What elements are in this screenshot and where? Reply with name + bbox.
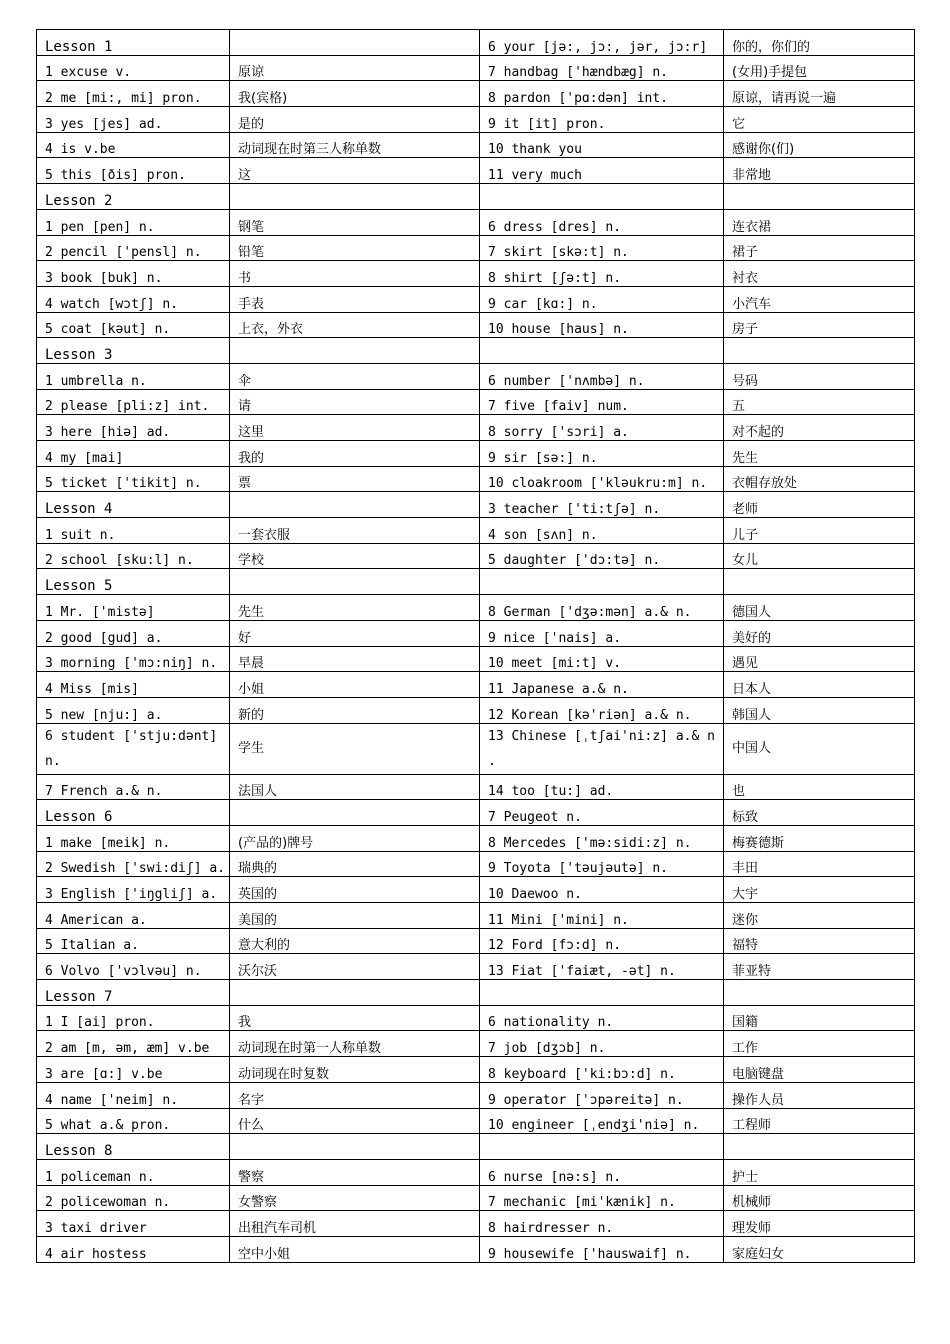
chinese-meaning <box>230 30 480 56</box>
vocab-row <box>37 132 915 158</box>
chinese-meaning: 遇见 <box>724 646 915 672</box>
english-entry: 6 nurse [nə:s] n. <box>480 1159 724 1185</box>
chinese-meaning: 我(宾格) <box>230 81 480 107</box>
chinese-meaning: 美好的 <box>724 620 915 646</box>
chinese-meaning: 动词现在时复数 <box>230 1057 480 1083</box>
chinese-meaning: 老师 <box>724 492 915 518</box>
english-entry: 5 new [nju:] a. <box>37 697 230 723</box>
chinese-meaning: 学生 <box>230 723 480 774</box>
vocab-row <box>37 286 915 312</box>
vocab-row <box>37 1211 915 1237</box>
english-entry: 2 please [pli:z] int. <box>37 389 230 415</box>
english-entry: 8 pardon ['pɑ:dən] int. <box>480 81 724 107</box>
english-entry: 5 coat [kəut] n. <box>37 312 230 338</box>
chinese-meaning: 法国人 <box>230 774 480 800</box>
chinese-meaning: 学校 <box>230 543 480 569</box>
chinese-meaning <box>724 184 915 210</box>
chinese-meaning: 上衣，外衣 <box>230 312 480 338</box>
vocab-row <box>37 928 915 954</box>
chinese-meaning: 先生 <box>230 595 480 621</box>
vocab-row <box>37 55 915 81</box>
vocab-row <box>37 697 915 723</box>
chinese-meaning: 瑞典的 <box>230 851 480 877</box>
chinese-meaning <box>230 980 480 1006</box>
chinese-meaning: 一套衣服 <box>230 518 480 544</box>
chinese-meaning <box>230 800 480 826</box>
english-entry: 7 handbag ['hændbæg] n. <box>480 55 724 81</box>
chinese-meaning <box>724 1134 915 1160</box>
vocab-row <box>37 158 915 184</box>
english-entry <box>480 980 724 1006</box>
english-entry: 2 me [mi:, mi] pron. <box>37 81 230 107</box>
chinese-meaning: 原谅 <box>230 55 480 81</box>
vocab-row <box>37 646 915 672</box>
chinese-meaning <box>724 338 915 364</box>
chinese-meaning: 裙子 <box>724 235 915 261</box>
english-entry: 6 student ['stju:dənt] n. <box>37 723 230 774</box>
chinese-meaning: 护士 <box>724 1159 915 1185</box>
chinese-meaning: 号码 <box>724 363 915 389</box>
english-entry: 12 Korean [kə'riən] a.& n. <box>480 697 724 723</box>
english-entry: 4 is v.be <box>37 132 230 158</box>
vocab-row <box>37 723 915 774</box>
english-entry <box>480 1134 724 1160</box>
english-entry: 8 Mercedes ['mə:sidi:z] n. <box>480 825 724 851</box>
chinese-meaning: 儿子 <box>724 518 915 544</box>
chinese-meaning: 铅笔 <box>230 235 480 261</box>
english-entry: 8 German ['dʒə:mən] a.& n. <box>480 595 724 621</box>
vocab-row <box>37 261 915 287</box>
vocab-row <box>37 363 915 389</box>
vocab-row <box>37 312 915 338</box>
english-entry: 8 hairdresser n. <box>480 1211 724 1237</box>
english-entry: 1 umbrella n. <box>37 363 230 389</box>
chinese-meaning: 好 <box>230 620 480 646</box>
vocab-row <box>37 107 915 133</box>
english-entry: 3 English ['iŋgliʃ] a. <box>37 877 230 903</box>
vocab-row <box>37 774 915 800</box>
chinese-meaning: 非常地 <box>724 158 915 184</box>
english-entry: 2 pencil ['pensl] n. <box>37 235 230 261</box>
english-entry: 8 keyboard ['ki:bɔ:d] n. <box>480 1057 724 1083</box>
chinese-meaning: 动词现在时第一人称单数 <box>230 1031 480 1057</box>
chinese-meaning: 什么 <box>230 1108 480 1134</box>
chinese-meaning: 大宇 <box>724 877 915 903</box>
vocab-row <box>37 903 915 929</box>
chinese-meaning: 工程师 <box>724 1108 915 1134</box>
english-entry: 3 teacher ['ti:tʃə] n. <box>480 492 724 518</box>
english-entry: 7 skirt [skə:t] n. <box>480 235 724 261</box>
chinese-meaning: 女警察 <box>230 1185 480 1211</box>
vocab-row <box>37 466 915 492</box>
chinese-meaning: 女儿 <box>724 543 915 569</box>
chinese-meaning: (产品的)牌号 <box>230 825 480 851</box>
english-entry: 8 shirt [ʃə:t] n. <box>480 261 724 287</box>
vocab-row <box>37 1005 915 1031</box>
english-entry: 10 meet [mi:t] v. <box>480 646 724 672</box>
vocab-row <box>37 415 915 441</box>
vocab-row <box>37 543 915 569</box>
english-entry: 13 Fiat ['faiæt, -ət] n. <box>480 954 724 980</box>
chinese-meaning: 意大利的 <box>230 928 480 954</box>
chinese-meaning: 警察 <box>230 1159 480 1185</box>
vocabulary-table-body <box>37 30 915 1263</box>
english-entry: 4 my [mai] <box>37 441 230 467</box>
lesson-header-row <box>37 492 915 518</box>
chinese-meaning: 出租汽车司机 <box>230 1211 480 1237</box>
english-entry: 14 too [tu:] ad. <box>480 774 724 800</box>
vocab-row <box>37 209 915 235</box>
vocab-row <box>37 1082 915 1108</box>
english-entry: 4 Miss [mis] <box>37 672 230 698</box>
chinese-meaning: 票 <box>230 466 480 492</box>
vocabulary-table <box>36 29 915 1263</box>
english-entry: 2 school [sku:l] n. <box>37 543 230 569</box>
english-entry: 2 policewoman n. <box>37 1185 230 1211</box>
chinese-meaning: 迷你 <box>724 903 915 929</box>
lesson-header-row <box>37 569 915 595</box>
lesson-header-row <box>37 184 915 210</box>
english-entry: 4 air hostess <box>37 1236 230 1262</box>
vocab-row <box>37 441 915 467</box>
chinese-meaning: 衣帽存放处 <box>724 466 915 492</box>
vocab-row <box>37 1185 915 1211</box>
english-entry: 13 Chinese [ˌtʃai'ni:z] a.& n . <box>480 723 724 774</box>
english-entry: 3 here [hiə] ad. <box>37 415 230 441</box>
chinese-meaning: 感谢你(们) <box>724 132 915 158</box>
chinese-meaning: 工作 <box>724 1031 915 1057</box>
chinese-meaning: 国籍 <box>724 1005 915 1031</box>
chinese-meaning: 请 <box>230 389 480 415</box>
chinese-meaning: 房子 <box>724 312 915 338</box>
english-entry: 6 Volvo ['vɔlvəu] n. <box>37 954 230 980</box>
chinese-meaning: 先生 <box>724 441 915 467</box>
english-entry: 10 cloakroom ['kləukru:m] n. <box>480 466 724 492</box>
vocab-row <box>37 1236 915 1262</box>
english-entry: 5 ticket ['tikit] n. <box>37 466 230 492</box>
english-entry: 7 Peugeot n. <box>480 800 724 826</box>
english-entry: 11 very much <box>480 158 724 184</box>
chinese-meaning <box>724 569 915 595</box>
vocab-row <box>37 672 915 698</box>
chinese-meaning: 这 <box>230 158 480 184</box>
chinese-meaning: 原谅，请再说一遍 <box>724 81 915 107</box>
english-entry: 2 am [m, əm, æm] v.be <box>37 1031 230 1057</box>
english-entry: 1 Mr. ['mistə] <box>37 595 230 621</box>
english-entry: 1 I [ai] pron. <box>37 1005 230 1031</box>
chinese-meaning: 中国人 <box>724 723 915 774</box>
english-entry: 12 Ford [fɔ:d] n. <box>480 928 724 954</box>
chinese-meaning: 韩国人 <box>724 697 915 723</box>
english-entry: 4 name ['neim] n. <box>37 1082 230 1108</box>
chinese-meaning <box>230 184 480 210</box>
vocab-row <box>37 954 915 980</box>
english-entry: 9 housewife ['hauswaif] n. <box>480 1236 724 1262</box>
english-entry: 9 nice ['nais] a. <box>480 620 724 646</box>
chinese-meaning: 伞 <box>230 363 480 389</box>
chinese-meaning: 日本人 <box>724 672 915 698</box>
lesson-title: Lesson 1 <box>37 30 230 56</box>
lesson-header-row <box>37 980 915 1006</box>
vocab-row <box>37 825 915 851</box>
chinese-meaning: 手表 <box>230 286 480 312</box>
chinese-meaning: 新的 <box>230 697 480 723</box>
vocab-row <box>37 1031 915 1057</box>
chinese-meaning: 五 <box>724 389 915 415</box>
english-entry: 9 Toyota ['təujəutə] n. <box>480 851 724 877</box>
chinese-meaning: 小汽车 <box>724 286 915 312</box>
english-entry: 10 engineer [ˌendʒi'niə] n. <box>480 1108 724 1134</box>
lesson-title: Lesson 4 <box>37 492 230 518</box>
english-entry: 5 Italian a. <box>37 928 230 954</box>
chinese-meaning: 是的 <box>230 107 480 133</box>
english-entry: 7 French a.& n. <box>37 774 230 800</box>
english-entry <box>480 569 724 595</box>
lesson-header-row <box>37 338 915 364</box>
chinese-meaning: 操作人员 <box>724 1082 915 1108</box>
chinese-meaning <box>230 1134 480 1160</box>
english-entry: 9 it [it] pron. <box>480 107 724 133</box>
chinese-meaning: 这里 <box>230 415 480 441</box>
chinese-meaning: 早晨 <box>230 646 480 672</box>
vocab-row <box>37 1108 915 1134</box>
english-entry: 5 daughter ['dɔ:tə] n. <box>480 543 724 569</box>
vocab-row <box>37 389 915 415</box>
english-entry: 10 Daewoo n. <box>480 877 724 903</box>
vocab-row <box>37 877 915 903</box>
chinese-meaning <box>230 569 480 595</box>
english-entry <box>480 184 724 210</box>
lesson-title: Lesson 8 <box>37 1134 230 1160</box>
english-entry: 1 policeman n. <box>37 1159 230 1185</box>
chinese-meaning: 钢笔 <box>230 209 480 235</box>
english-entry: 4 American a. <box>37 903 230 929</box>
lesson-title: Lesson 6 <box>37 800 230 826</box>
chinese-meaning: 家庭妇女 <box>724 1236 915 1262</box>
chinese-meaning: 我 <box>230 1005 480 1031</box>
english-entry: 1 pen [pen] n. <box>37 209 230 235</box>
chinese-meaning <box>230 492 480 518</box>
english-entry: 10 house [haus] n. <box>480 312 724 338</box>
vocab-row <box>37 1057 915 1083</box>
vocab-row <box>37 595 915 621</box>
english-entry: 8 sorry ['sɔri] a. <box>480 415 724 441</box>
vocab-row <box>37 851 915 877</box>
english-entry: 9 operator ['ɔpəreitə] n. <box>480 1082 724 1108</box>
lesson-header-row <box>37 800 915 826</box>
vocab-row <box>37 518 915 544</box>
english-entry: 7 job [dʒɔb] n. <box>480 1031 724 1057</box>
english-entry: 11 Japanese a.& n. <box>480 672 724 698</box>
english-entry: 5 this [ðis] pron. <box>37 158 230 184</box>
vocab-row <box>37 620 915 646</box>
english-entry: 1 make [meik] n. <box>37 825 230 851</box>
english-entry: 9 car [kɑ:] n. <box>480 286 724 312</box>
english-entry: 1 excuse v. <box>37 55 230 81</box>
english-entry <box>480 338 724 364</box>
english-entry: 10 thank you <box>480 132 724 158</box>
english-entry: 11 Mini ['mini] n. <box>480 903 724 929</box>
english-entry: 6 dress [dres] n. <box>480 209 724 235</box>
english-entry: 3 taxi driver <box>37 1211 230 1237</box>
vocab-row <box>37 235 915 261</box>
chinese-meaning: 福特 <box>724 928 915 954</box>
chinese-meaning: (女用)手提包 <box>724 55 915 81</box>
chinese-meaning: 标致 <box>724 800 915 826</box>
english-entry: 4 watch [wɔtʃ] n. <box>37 286 230 312</box>
chinese-meaning: 衬衣 <box>724 261 915 287</box>
english-entry: 2 Swedish ['swi:diʃ] a. <box>37 851 230 877</box>
chinese-meaning: 理发师 <box>724 1211 915 1237</box>
chinese-meaning: 美国的 <box>230 903 480 929</box>
lesson-header-row <box>37 30 915 56</box>
lesson-title: Lesson 3 <box>37 338 230 364</box>
chinese-meaning: 书 <box>230 261 480 287</box>
lesson-title: Lesson 5 <box>37 569 230 595</box>
chinese-meaning: 也 <box>724 774 915 800</box>
chinese-meaning: 对不起的 <box>724 415 915 441</box>
chinese-meaning: 德国人 <box>724 595 915 621</box>
english-entry: 7 five [faiv] num. <box>480 389 724 415</box>
english-entry: 7 mechanic [mi'kænik] n. <box>480 1185 724 1211</box>
lesson-header-row <box>37 1134 915 1160</box>
vocab-row <box>37 81 915 107</box>
english-entry: 3 yes [jes] ad. <box>37 107 230 133</box>
english-entry: 6 number ['nʌmbə] n. <box>480 363 724 389</box>
chinese-meaning: 名字 <box>230 1082 480 1108</box>
english-entry: 5 what a.& pron. <box>37 1108 230 1134</box>
chinese-meaning: 丰田 <box>724 851 915 877</box>
english-entry: 4 son [sʌn] n. <box>480 518 724 544</box>
chinese-meaning: 电脑键盘 <box>724 1057 915 1083</box>
chinese-meaning: 连衣裙 <box>724 209 915 235</box>
chinese-meaning: 空中小姐 <box>230 1236 480 1262</box>
chinese-meaning <box>724 980 915 1006</box>
chinese-meaning: 机械师 <box>724 1185 915 1211</box>
english-entry: 1 suit n. <box>37 518 230 544</box>
chinese-meaning: 英国的 <box>230 877 480 903</box>
chinese-meaning <box>230 338 480 364</box>
chinese-meaning: 我的 <box>230 441 480 467</box>
english-entry: 3 book [buk] n. <box>37 261 230 287</box>
vocab-row <box>37 1159 915 1185</box>
english-entry: 9 sir [sə:] n. <box>480 441 724 467</box>
english-entry: 6 your [jə:, jɔ:, jər, jɔ:r] <box>480 30 724 56</box>
english-entry: 3 are [ɑ:] v.be <box>37 1057 230 1083</box>
chinese-meaning: 沃尔沃 <box>230 954 480 980</box>
chinese-meaning: 小姐 <box>230 672 480 698</box>
lesson-title: Lesson 7 <box>37 980 230 1006</box>
chinese-meaning: 菲亚特 <box>724 954 915 980</box>
chinese-meaning: 梅赛德斯 <box>724 825 915 851</box>
english-entry: 3 morning ['mɔ:niŋ] n. <box>37 646 230 672</box>
lesson-title: Lesson 2 <box>37 184 230 210</box>
chinese-meaning: 你的，你们的 <box>724 30 915 56</box>
chinese-meaning: 动词现在时第三人称单数 <box>230 132 480 158</box>
english-entry: 2 good [gud] a. <box>37 620 230 646</box>
english-entry: 6 nationality n. <box>480 1005 724 1031</box>
chinese-meaning: 它 <box>724 107 915 133</box>
